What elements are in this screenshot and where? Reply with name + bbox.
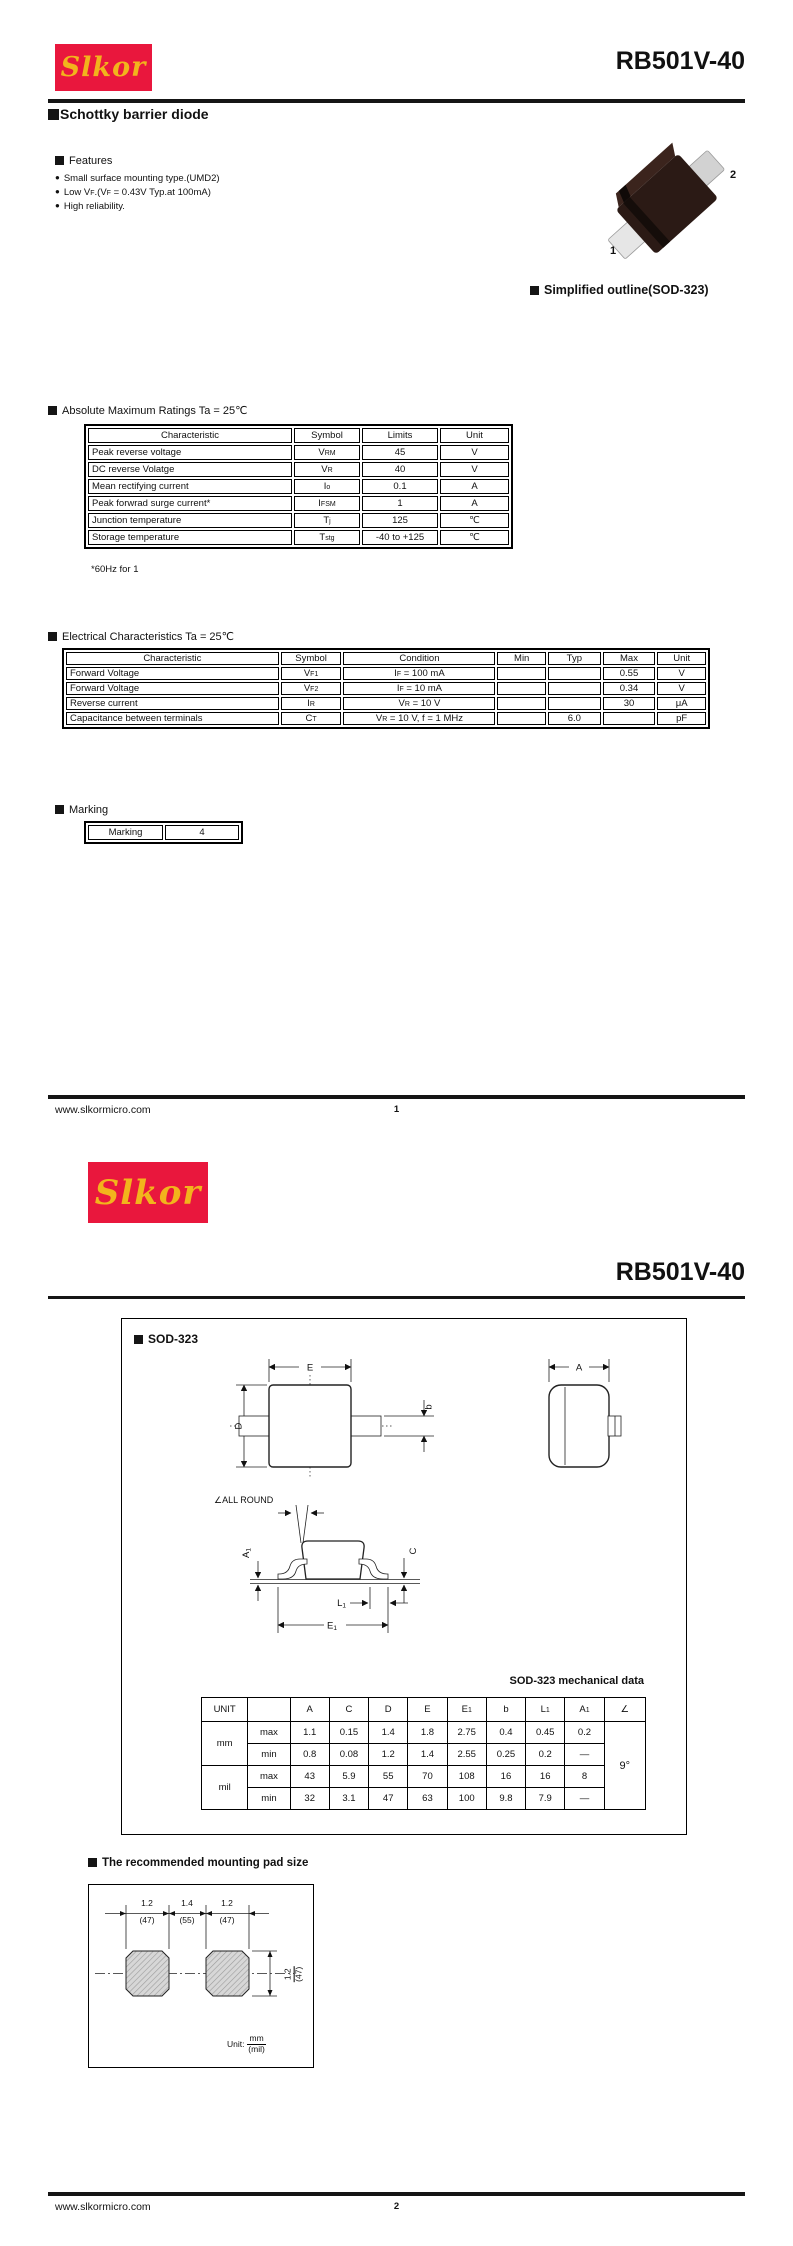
col-header: Characteristic — [66, 652, 279, 665]
abs-max-heading-text: Absolute Maximum Ratings Ta = 25℃ — [62, 405, 248, 417]
cell-value: 1.4 — [369, 1722, 408, 1744]
table-header-row — [202, 1698, 646, 1722]
all-round-label: ∠ALL ROUND — [214, 1495, 274, 1505]
col-header: D — [369, 1698, 408, 1722]
cell-value: — — [565, 1744, 604, 1766]
part-number-title: RB501V-40 — [615, 47, 745, 75]
table-row — [66, 667, 706, 680]
table-header-row — [88, 428, 509, 443]
dim-label-D: D — [233, 1422, 245, 1430]
cell-characteristic: Forward Voltage — [66, 682, 279, 695]
cell-marking-label: Marking — [88, 825, 163, 840]
cell-value: 16 — [526, 1766, 565, 1788]
outline-heading-text: Simplified outline(SOD-323) — [544, 283, 709, 297]
table-row — [202, 1788, 646, 1810]
cell-row-label: max — [248, 1722, 290, 1744]
cell-unit: pF — [657, 712, 706, 725]
cell-value: 1.1 — [290, 1722, 329, 1744]
cell-characteristic: Capacitance between terminals — [66, 712, 279, 725]
cell-value: 2.55 — [447, 1744, 486, 1766]
cell-min — [497, 712, 546, 725]
pad-left — [126, 1951, 169, 1996]
cell-characteristic: DC reverse Volatge — [88, 462, 292, 477]
cell-min — [497, 697, 546, 710]
pad-dim-mil: (55) — [179, 1915, 195, 1925]
col-header: Max — [603, 652, 656, 665]
col-header: C — [329, 1698, 368, 1722]
col-header: Unit — [440, 428, 509, 443]
cell-row-label: max — [248, 1766, 290, 1788]
cell-max: 0.34 — [603, 682, 656, 695]
dim-label-E1: E1 — [327, 1620, 337, 1632]
cell-unit: A — [440, 496, 509, 511]
sod323-drawing-panel — [121, 1318, 687, 1835]
cell-value: 3.1 — [329, 1788, 368, 1810]
electrical-table — [62, 648, 710, 729]
cell-condition: IF = 10 mA — [343, 682, 495, 695]
cell-value: — — [565, 1788, 604, 1810]
cell-value: 63 — [408, 1788, 447, 1810]
feature-text: Low VF.(VF = 0.43V Typ.at 100mA) — [63, 187, 211, 198]
pad-dim-value: 1.2 — [141, 1898, 153, 1908]
cell-value: 2.75 — [447, 1722, 486, 1744]
col-header: b — [486, 1698, 525, 1722]
cell-characteristic: Peak reverse voltage — [88, 445, 292, 460]
cell-row-label: min — [248, 1788, 290, 1810]
cell-value: 1.4 — [408, 1744, 447, 1766]
cell-value: 32 — [290, 1788, 329, 1810]
footer-url: www.slkormicro.com — [55, 1104, 151, 1116]
cell-symbol: Io — [294, 479, 360, 494]
mech-data-title: SOD-323 mechanical data — [509, 1675, 644, 1687]
table-row — [88, 825, 239, 840]
cell-value: 70 — [408, 1766, 447, 1788]
cell-unit: V — [657, 667, 706, 680]
dim-label-b: b — [423, 1404, 435, 1410]
section-square-icon — [134, 1335, 143, 1344]
table-row — [88, 513, 509, 528]
cell-min — [497, 667, 546, 680]
cell-value: 55 — [369, 1766, 408, 1788]
col-header: Symbol — [294, 428, 360, 443]
cell-max: 30 — [603, 697, 656, 710]
section-square-icon — [55, 156, 64, 165]
cell-limits: 45 — [362, 445, 438, 460]
doc-subtitle — [48, 106, 209, 122]
brand-logo — [88, 1162, 208, 1223]
cell-characteristic: Forward Voltage — [66, 667, 279, 680]
brand-logo-text: Slkor — [60, 52, 147, 83]
feature-text: Small surface mounting type.(UMD2) — [63, 173, 220, 184]
col-header: Typ — [548, 652, 601, 665]
part-number-title: RB501V-40 — [615, 1258, 745, 1286]
cell-condition: VR = 10 V — [343, 697, 495, 710]
header-rule — [48, 99, 745, 103]
outline-heading — [530, 283, 709, 297]
cell-unit: ℃ — [440, 513, 509, 528]
cell-limits: 40 — [362, 462, 438, 477]
doc-subtitle-text: Schottky barrier diode — [60, 106, 209, 122]
table-row — [202, 1744, 646, 1766]
cell-symbol: VRM — [294, 445, 360, 460]
cell-unit-mm: mm — [202, 1722, 248, 1766]
section-square-icon — [55, 805, 64, 814]
page-number: 1 — [393, 1104, 400, 1115]
col-header: Min — [497, 652, 546, 665]
dim-label-A1: A1 — [241, 1548, 253, 1558]
col-header: Unit — [657, 652, 706, 665]
cell-value: 0.2 — [526, 1744, 565, 1766]
table-row — [88, 462, 509, 477]
cell-limits: 125 — [362, 513, 438, 528]
table-row — [88, 530, 509, 545]
cell-typ — [548, 697, 601, 710]
cell-value: 16 — [486, 1766, 525, 1788]
cell-characteristic: Peak forwrad surge current* — [88, 496, 292, 511]
pad-heading-text: The recommended mounting pad size — [102, 1857, 309, 1869]
col-header: A — [290, 1698, 329, 1722]
col-header: L1 — [526, 1698, 565, 1722]
table-row — [66, 712, 706, 725]
cell-unit: A — [440, 479, 509, 494]
col-header: E — [408, 1698, 447, 1722]
brand-logo-text: Slkor — [94, 1172, 202, 1213]
col-header-angle: ∠ — [604, 1698, 645, 1722]
cell-unit: V — [657, 682, 706, 695]
cell-value: 108 — [447, 1766, 486, 1788]
feature-text: High reliability. — [63, 201, 125, 212]
pad-heading — [88, 1857, 308, 1869]
cell-characteristic: Reverse current — [66, 697, 279, 710]
bullet-icon: ● — [55, 201, 60, 210]
col-header — [248, 1698, 290, 1722]
cell-condition: IF = 100 mA — [343, 667, 495, 680]
cell-max — [603, 712, 656, 725]
features-heading-text: Features — [69, 155, 113, 167]
cell-value: 0.2 — [565, 1722, 604, 1744]
cell-value: 0.08 — [329, 1744, 368, 1766]
pad-dim-mil: (47) — [139, 1915, 155, 1925]
cell-min — [497, 682, 546, 695]
cell-value: 100 — [447, 1788, 486, 1810]
cell-value: 47 — [369, 1788, 408, 1810]
cell-limits: 1 — [362, 496, 438, 511]
header-rule — [48, 1296, 745, 1299]
section-square-icon — [530, 286, 539, 295]
sod323-dimension-drawing — [122, 1355, 688, 1705]
col-header: A1 — [565, 1698, 604, 1722]
cell-value: 5.9 — [329, 1766, 368, 1788]
pad-unit-label: Unit: mm (mil) — [227, 2033, 265, 2054]
table-row — [88, 445, 509, 460]
cell-value: 8 — [565, 1766, 604, 1788]
cell-value: 1.2 — [369, 1744, 408, 1766]
table-row — [88, 479, 509, 494]
cell-characteristic: Mean rectifying current — [88, 479, 292, 494]
sod323-heading-text: SOD-323 — [148, 1332, 199, 1346]
pin1-label: 1 — [610, 245, 617, 257]
cell-characteristic: Junction temperature — [88, 513, 292, 528]
section-square-icon — [48, 109, 59, 120]
dim-label-L1: L1 — [337, 1598, 346, 1610]
electrical-heading — [48, 630, 234, 643]
cell-symbol: VF1 — [281, 667, 342, 680]
cell-symbol: IFSM — [294, 496, 360, 511]
footer-url: www.slkormicro.com — [55, 2201, 151, 2213]
marking-table — [84, 821, 243, 844]
col-header: Condition — [343, 652, 495, 665]
col-header: Limits — [362, 428, 438, 443]
package-3d-illustration — [585, 142, 748, 262]
section-square-icon — [48, 406, 57, 415]
col-header: Symbol — [281, 652, 342, 665]
cell-characteristic: Storage temperature — [88, 530, 292, 545]
marking-heading — [55, 804, 108, 816]
cell-typ: 6.0 — [548, 712, 601, 725]
cell-value: 0.8 — [290, 1744, 329, 1766]
footer-rule — [48, 2192, 745, 2196]
pad-dim-value: 1.2 — [221, 1898, 233, 1908]
cell-max: 0.55 — [603, 667, 656, 680]
cell-limits: 0.1 — [362, 479, 438, 494]
cell-unit-mil: mil — [202, 1766, 248, 1810]
cell-symbol: VR — [294, 462, 360, 477]
cell-unit: V — [440, 445, 509, 460]
abs-max-heading — [48, 404, 248, 417]
cell-typ — [548, 667, 601, 680]
pad-dim-mil: (47) — [219, 1915, 235, 1925]
table-row — [66, 697, 706, 710]
brand-logo — [55, 44, 152, 91]
cell-value: 1.8 — [408, 1722, 447, 1744]
col-header: UNIT — [202, 1698, 248, 1722]
cell-symbol: CT — [281, 712, 342, 725]
bullet-icon: ● — [55, 187, 60, 196]
page-number: 2 — [393, 2201, 400, 2212]
cell-symbol: Tj — [294, 513, 360, 528]
cell-value: 0.25 — [486, 1744, 525, 1766]
cell-marking-value: 4 — [165, 825, 239, 840]
cell-value: 7.9 — [526, 1788, 565, 1810]
table-row — [66, 682, 706, 695]
feature-item — [55, 201, 125, 212]
table-header-row — [66, 652, 706, 665]
table-row — [202, 1722, 646, 1744]
cell-unit: μA — [657, 697, 706, 710]
pad-right — [206, 1951, 249, 1996]
cell-limits: -40 to +125 — [362, 530, 438, 545]
feature-item — [55, 173, 220, 184]
pad-dim-vertical: 1.2 (47) — [282, 1966, 304, 1982]
cell-unit: ℃ — [440, 530, 509, 545]
col-header: E1 — [447, 1698, 486, 1722]
dim-label-E: E — [306, 1362, 314, 1374]
cell-symbol: Tstg — [294, 530, 360, 545]
mech-data-table — [201, 1697, 646, 1810]
bullet-icon: ● — [55, 173, 60, 182]
features-heading — [55, 155, 112, 167]
cell-symbol: VF2 — [281, 682, 342, 695]
cell-typ — [548, 682, 601, 695]
footer-rule — [48, 1095, 745, 1099]
electrical-heading-text: Electrical Characteristics Ta = 25℃ — [62, 631, 235, 643]
abs-max-footnote: *60Hz for 1 — [91, 564, 139, 575]
abs-max-table — [84, 424, 513, 549]
cell-value: 0.4 — [486, 1722, 525, 1744]
section-square-icon — [48, 632, 57, 641]
table-row — [88, 496, 509, 511]
sod323-heading — [134, 1332, 198, 1346]
cell-value: 43 — [290, 1766, 329, 1788]
section-square-icon — [88, 1858, 97, 1867]
table-row — [202, 1766, 646, 1788]
cell-value: 0.45 — [526, 1722, 565, 1744]
cell-value: 9.8 — [486, 1788, 525, 1810]
marking-heading-text: Marking — [69, 804, 109, 816]
dim-label-A: A — [575, 1362, 583, 1374]
cell-unit: V — [440, 462, 509, 477]
cell-row-label: min — [248, 1744, 290, 1766]
pin2-label: 2 — [730, 169, 737, 181]
cell-condition: VR = 10 V, f = 1 MHz — [343, 712, 495, 725]
feature-item — [55, 187, 211, 198]
dim-label-C: C — [408, 1547, 419, 1555]
cell-value: 0.15 — [329, 1722, 368, 1744]
cell-angle-value: 9° — [604, 1722, 645, 1810]
cell-symbol: IR — [281, 697, 342, 710]
col-header: Characteristic — [88, 428, 292, 443]
pad-dim-value: 1.4 — [181, 1898, 193, 1908]
mounting-pad-panel — [88, 1884, 314, 2068]
